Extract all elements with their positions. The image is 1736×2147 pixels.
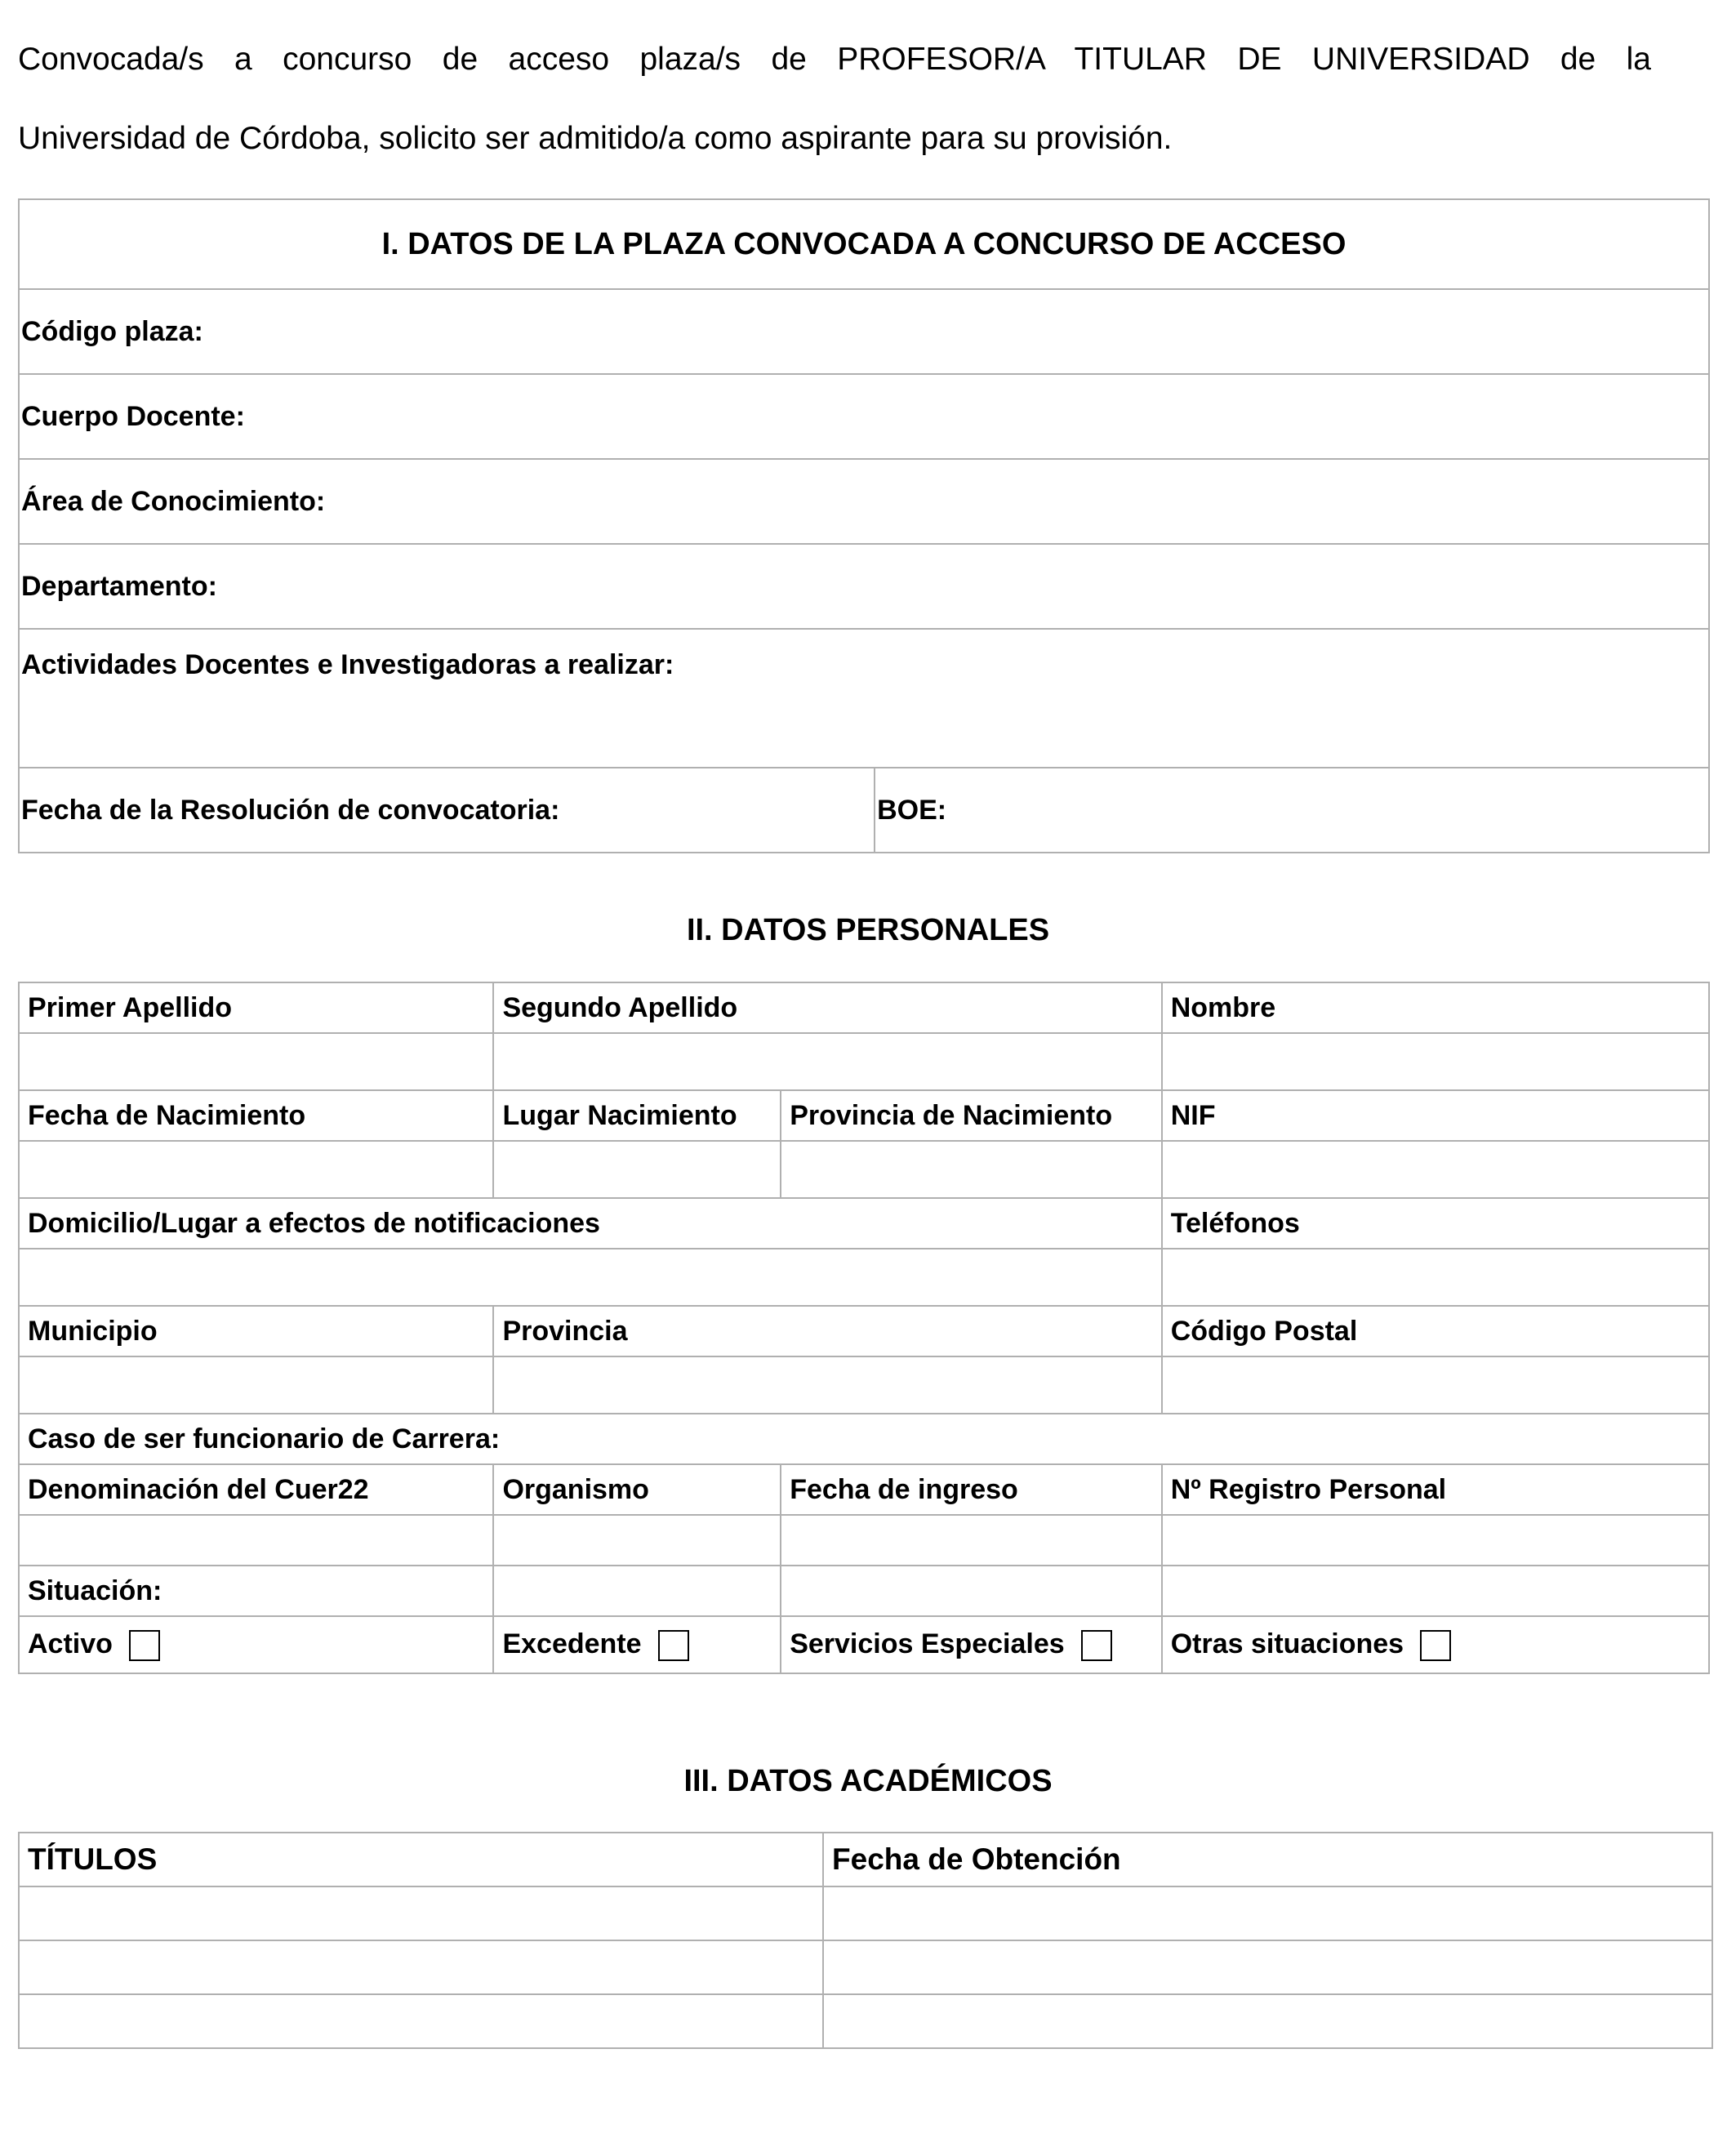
fecha-obtencion-input[interactable] [823, 1886, 1712, 1940]
lugar-nacimiento-input[interactable] [493, 1141, 781, 1198]
primer-apellido-input[interactable] [19, 1033, 493, 1090]
actividades-field[interactable]: Actividades Docentes e Investigadoras a realizar: [19, 629, 1709, 768]
provincia-input[interactable] [493, 1356, 1161, 1414]
fecha-nacimiento-label: Fecha de Nacimiento [19, 1090, 493, 1141]
otras-situaciones-checkbox[interactable] [1420, 1630, 1451, 1661]
situacion-empty-cell [493, 1566, 781, 1616]
codigo-plaza-field[interactable]: Código plaza: [19, 289, 1709, 374]
section-2-title: II. DATOS PERSONALES [686, 913, 1050, 947]
personal-data-table [18, 982, 1710, 1674]
municipio-input[interactable] [19, 1356, 493, 1414]
fecha-obtencion-header: Fecha de Obtención [823, 1833, 1712, 1886]
excedente-checkbox[interactable] [658, 1630, 689, 1661]
titulo-input[interactable] [19, 1886, 823, 1940]
otras-situaciones-label: Otras situaciones [1170, 1628, 1404, 1659]
section-1-title: I. DATOS DE LA PLAZA CONVOCADA A CONCURSO DE ACCESO [19, 199, 1709, 289]
titulo-input[interactable] [19, 1940, 823, 1994]
funcionario-label: Caso de ser funcionario de Carrera: [19, 1414, 1709, 1464]
telefonos-input[interactable] [1162, 1249, 1709, 1306]
situacion-empty-cell [781, 1566, 1162, 1616]
domicilio-label: Domicilio/Lugar a efectos de notificaciones [19, 1198, 1162, 1249]
fecha-ingreso-input[interactable] [781, 1515, 1162, 1566]
boe-field[interactable]: BOE: [875, 768, 1709, 853]
otras-situaciones-option [1162, 1616, 1709, 1673]
titulo-input[interactable] [19, 1994, 823, 2048]
plaza-data-table [18, 198, 1710, 853]
nif-label: NIF [1162, 1090, 1709, 1141]
academic-data-table [18, 1832, 1713, 2049]
registro-personal-label: Nº Registro Personal [1162, 1464, 1709, 1515]
activo-option [19, 1616, 493, 1673]
codigo-postal-input[interactable] [1162, 1356, 1709, 1414]
primer-apellido-label: Primer Apellido [19, 982, 493, 1033]
fecha-obtencion-input[interactable] [823, 1940, 1712, 1994]
fecha-nacimiento-input[interactable] [19, 1141, 493, 1198]
titulos-header: TÍTULOS [19, 1833, 823, 1886]
municipio-label: Municipio [19, 1306, 493, 1356]
denominacion-input[interactable] [19, 1515, 493, 1566]
domicilio-input[interactable] [19, 1249, 1162, 1306]
activo-label: Activo [28, 1628, 113, 1659]
cuerpo-docente-field[interactable]: Cuerpo Docente: [19, 374, 1709, 459]
codigo-postal-label: Código Postal [1162, 1306, 1709, 1356]
organismo-input[interactable] [493, 1515, 781, 1566]
situacion-empty-cell [1162, 1566, 1709, 1616]
servicios-especiales-checkbox[interactable] [1081, 1630, 1112, 1661]
nif-input[interactable] [1162, 1141, 1709, 1198]
excedente-option [493, 1616, 781, 1673]
segundo-apellido-label: Segundo Apellido [493, 982, 1161, 1033]
intro-line-1: Convocada/s a concurso de acceso plaza/s de PROFESOR/A TITULAR DE UNIVERSIDAD de la [18, 42, 1651, 77]
servicios-especiales-label: Servicios Especiales [790, 1628, 1065, 1659]
excedente-label: Excedente [502, 1628, 642, 1659]
segundo-apellido-input[interactable] [493, 1033, 1161, 1090]
fecha-ingreso-label: Fecha de ingreso [781, 1464, 1162, 1515]
registro-personal-input[interactable] [1162, 1515, 1709, 1566]
denominacion-label: Denominación del Cuer22 [19, 1464, 493, 1515]
activo-checkbox[interactable] [129, 1630, 160, 1661]
provincia-label: Provincia [493, 1306, 1161, 1356]
section-3-title: III. DATOS ACADÉMICOS [683, 1764, 1053, 1798]
provincia-nacimiento-label: Provincia de Nacimiento [781, 1090, 1162, 1141]
fecha-obtencion-input[interactable] [823, 1994, 1712, 2048]
servicios-especiales-option [781, 1616, 1162, 1673]
lugar-nacimiento-label: Lugar Nacimiento [493, 1090, 781, 1141]
situacion-label: Situación: [19, 1566, 493, 1616]
nombre-label: Nombre [1162, 982, 1709, 1033]
organismo-label: Organismo [493, 1464, 781, 1515]
telefonos-label: Teléfonos [1162, 1198, 1709, 1249]
fecha-resolucion-field[interactable]: Fecha de la Resolución de convocatoria: [19, 768, 875, 853]
provincia-nacimiento-input[interactable] [781, 1141, 1162, 1198]
area-conocimiento-field[interactable]: Área de Conocimiento: [19, 459, 1709, 544]
nombre-input[interactable] [1162, 1033, 1709, 1090]
departamento-field[interactable]: Departamento: [19, 544, 1709, 629]
intro-line-2: Universidad de Córdoba, solicito ser admitido/a como aspirante para su provisión. [18, 121, 1173, 156]
